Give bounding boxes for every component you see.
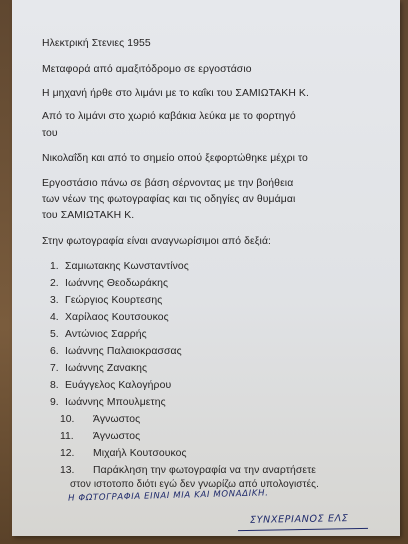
list-item-number: 6. (50, 346, 59, 357)
list-item-text: Άγνωστος (93, 414, 141, 425)
list-item-number: 5. (50, 329, 59, 340)
paragraph-line-8: του ΣΑΜΙΩΤΑΚΗ Κ. (42, 210, 135, 221)
list-item-text: Ιωάννης Θεοδωράκης (65, 278, 169, 289)
list-item-number: 13. (60, 465, 75, 476)
list-item-text: Ιωάννης Παλαιοκρασσας (65, 346, 182, 357)
paragraph-line-9: Στην φωτογραφία είναι αναγνωρίσιμοι από δεξιά: (42, 236, 272, 247)
list-item-number: 8. (50, 380, 59, 391)
list-item-text: Παράκληση την φωτογραφία να την αναρτήσετε (93, 465, 317, 476)
list-item-text: Ιωάννης Μπουλμετης (65, 397, 166, 408)
paragraph-line-1: Μεταφορά από αμαξιτόδρομο σε εργοστάσιο (42, 64, 252, 75)
list-item-text: Άγνωστος (93, 431, 141, 442)
list-item-number: 11. (60, 431, 74, 442)
paragraph-line-4: του (42, 128, 58, 139)
handwritten-note: Η ΦΩΤΟΓΡΑΦΙΑ ΕΙΝΑΙ ΜΙΑ ΚΑΙ ΜΟΝΑΔΙΚΗ. (67, 488, 269, 504)
list-item-number: 7. (50, 363, 59, 374)
list-item-text: Αντώνιος Σαρρής (65, 329, 147, 340)
list-item-text: Ευάγγελος Καλογήρου (65, 380, 172, 391)
list-item-number: 3. (50, 295, 59, 306)
paragraph-line-7: των νέων της φωτογραφίας και τις οδηγίες αν θυμάμαι (42, 194, 296, 205)
list-item-number: 10. (60, 414, 75, 425)
list-item-text: Μιχαήλ Κουτσουκος (93, 448, 187, 459)
list-item-number: 4. (50, 312, 59, 323)
list-item-text: Σαμιωτακης Κωνσταντίνος (65, 261, 189, 272)
list-item-number: 12. (60, 448, 75, 459)
list-item-number: 2. (50, 278, 59, 289)
document-title: Ηλεκτρική Στενιες 1955 (42, 38, 151, 49)
list-item-text: Γεώργιος Κουρτεσης (65, 295, 163, 306)
paragraph-line-5: Νικολαΐδη και από το σημείο οπού ξεφορτώθηκε μέχρι το (42, 153, 308, 164)
list-item-number: 1. (50, 261, 59, 272)
list-item-text: Ιωάννης Ζανακης (65, 363, 148, 374)
signature-underline (238, 528, 368, 531)
handwritten-signature: ΣΥΝΧΕΡΙΑΝΟΣ ΕΛΣ (249, 513, 349, 526)
paragraph-line-3: Από το λιμάνι στο χωριό καβάκια λεύκα με το φορτηγό (42, 111, 296, 122)
list-item-continuation: στον ιστοτοπο διότι εγώ δεν γνωρίζω από υπολογιστές. (70, 479, 319, 490)
paragraph-line-6: Εργοστάσιο πάνω σε βάση σέρνοντας με την βοήθεια (42, 178, 294, 189)
paragraph-line-2: Η μηχανή ήρθε στο λιμάνι με το καΐκι του ΣΑΜΙΩΤΑΚΗ Κ. (42, 88, 309, 99)
list-item-text: Χαρίλαος Κουτσουκος (65, 312, 169, 323)
list-item-number: 9. (50, 397, 59, 408)
paper-sheet (12, 0, 400, 536)
